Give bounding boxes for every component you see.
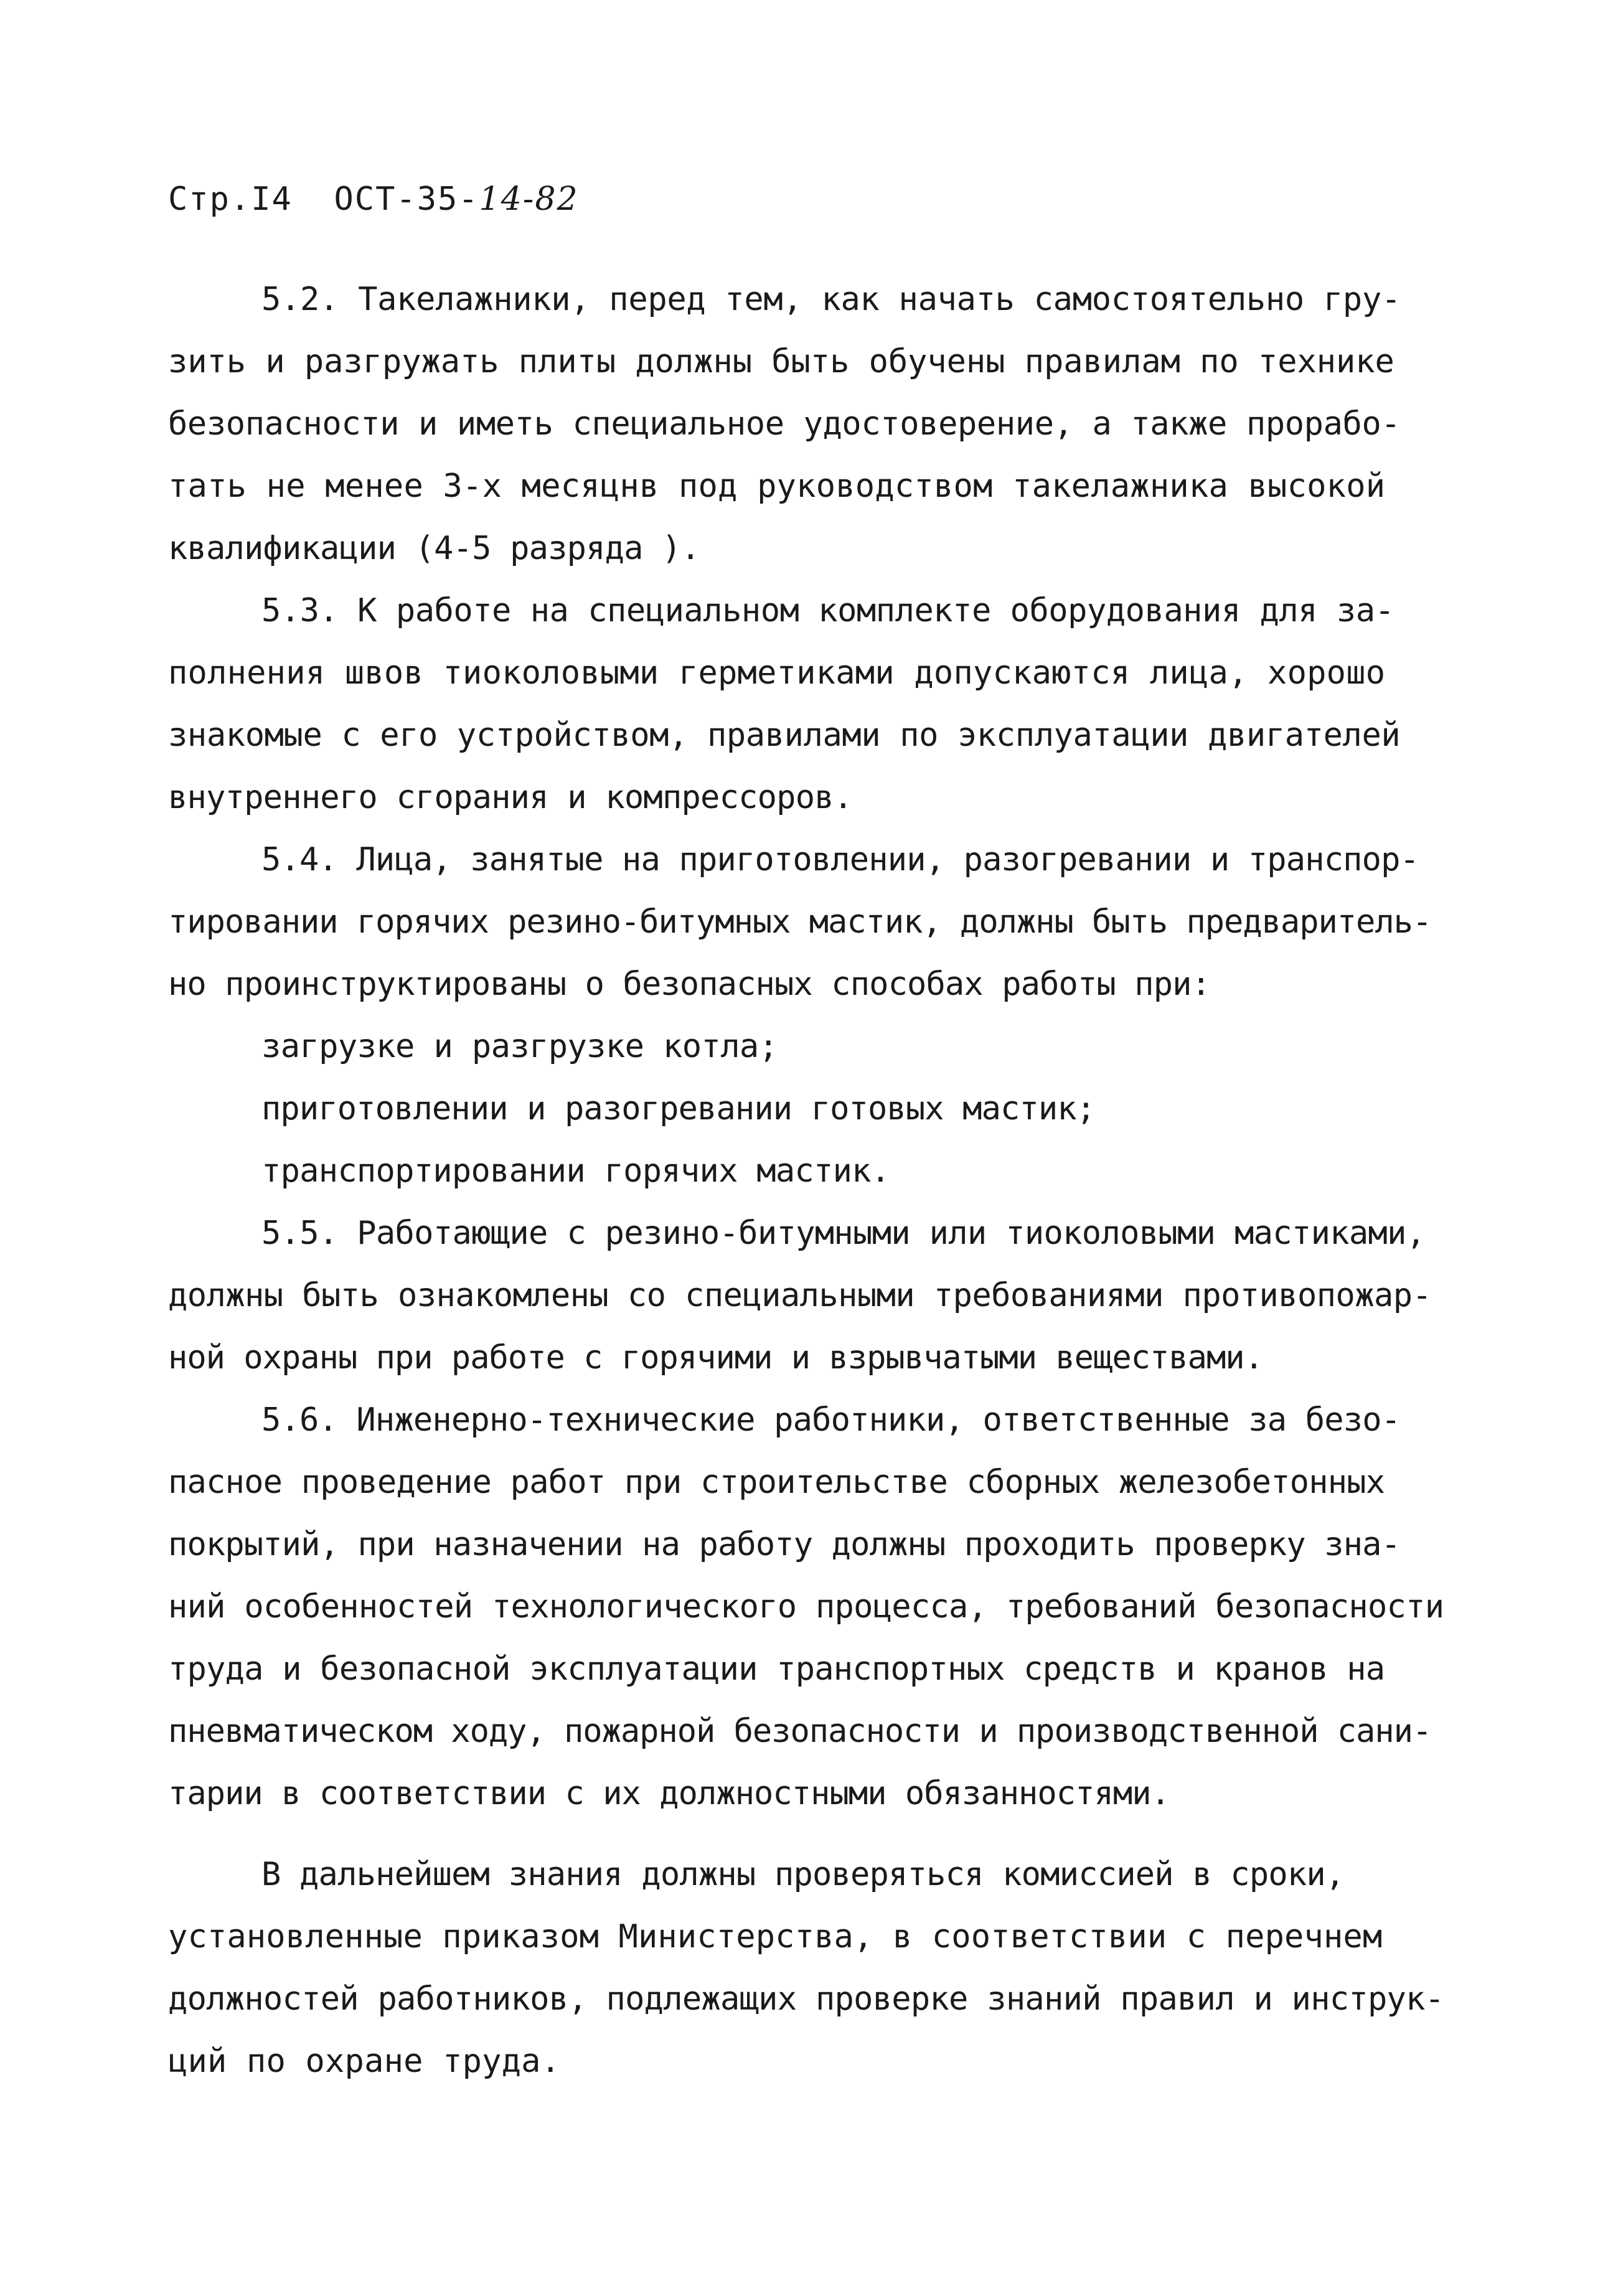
text-line: загрузке и разгрузке котла; bbox=[261, 1028, 778, 1065]
page-number: Стр.I4 bbox=[168, 181, 293, 218]
text-line: ной охраны при работе с горячими и взрывчатыми веществами. bbox=[168, 1339, 1263, 1376]
text-line: ний особенностей технологического процесса, требований безопасности bbox=[168, 1588, 1444, 1626]
text-line: зить и разгружать плиты должны быть обучены правилам по технике bbox=[168, 343, 1394, 380]
text-line: квалификации (4-5 разряда ). bbox=[168, 530, 700, 567]
text-line: установленные приказом Министерства, в соответствии с перечнем bbox=[168, 1918, 1383, 1955]
text-line: должны быть ознакомлены со специальными требованиями противопожар- bbox=[168, 1277, 1432, 1314]
text-line: покрытий, при назначении на работу должны проходить проверку зна- bbox=[168, 1526, 1401, 1563]
text-line: 5.6. Инженерно-технические работники, ответственные за безо- bbox=[261, 1401, 1401, 1439]
text-line: знакомые с его устройством, правилами по эксплуатации двигателей bbox=[168, 717, 1401, 754]
text-line: должностей работников, подлежащих проверке знаний правил и инструк- bbox=[168, 1980, 1444, 2018]
text-line: тировании горячих резино-битумных мастик, должны быть предваритель- bbox=[168, 903, 1432, 941]
text-line: транспортировании горячих мастик. bbox=[261, 1152, 890, 1190]
text-line: полнения швов тиоколовыми герметиками допускаются лица, хорошо bbox=[168, 654, 1386, 692]
text-line: 5.5. Работающие с резино-битумными или тиоколовыми мастиками, bbox=[261, 1215, 1426, 1252]
text-line: тарии в соответствии с их должностными обязанностями. bbox=[168, 1775, 1170, 1812]
text-line: пневматическом ходу, пожарной безопасности и производственной сани- bbox=[168, 1713, 1432, 1750]
page-header bbox=[168, 181, 579, 218]
text-line: В дальнейшем знания должны проверяться комиссией в сроки, bbox=[261, 1856, 1345, 1893]
text-line: 5.3. К работе на специальном комплекте оборудования для за- bbox=[261, 592, 1394, 629]
text-line: пасное проведение работ при строительстве сборных железобетонных bbox=[168, 1464, 1385, 1501]
text-line: 5.2. Такелажники, перед тем, как начать самостоятельно гру- bbox=[261, 281, 1401, 318]
text-line: 5.4. Лица, занятые на приготовлении, разогревании и транспор- bbox=[261, 841, 1419, 878]
standard-number-handwritten: 14-82 bbox=[479, 181, 579, 218]
text-line: тать не менее 3-х месяцнв под руководством такелажника высокой bbox=[168, 468, 1386, 505]
text-line: приготовлении и разогревании готовых мастик; bbox=[261, 1090, 1096, 1127]
text-line: но проинструктированы о безопасных способах работы при: bbox=[168, 966, 1211, 1003]
text-line: внутреннего сгорания и компрессоров. bbox=[168, 779, 853, 816]
standard-prefix: ОСТ-35- bbox=[334, 181, 479, 218]
text-line: труда и безопасной эксплуатации транспортных средств и кранов на bbox=[168, 1650, 1385, 1688]
text-line: безопасности и иметь специальное удостоверение, а также прорабо- bbox=[168, 405, 1401, 443]
text-line: ций по охране труда. bbox=[168, 2043, 561, 2080]
